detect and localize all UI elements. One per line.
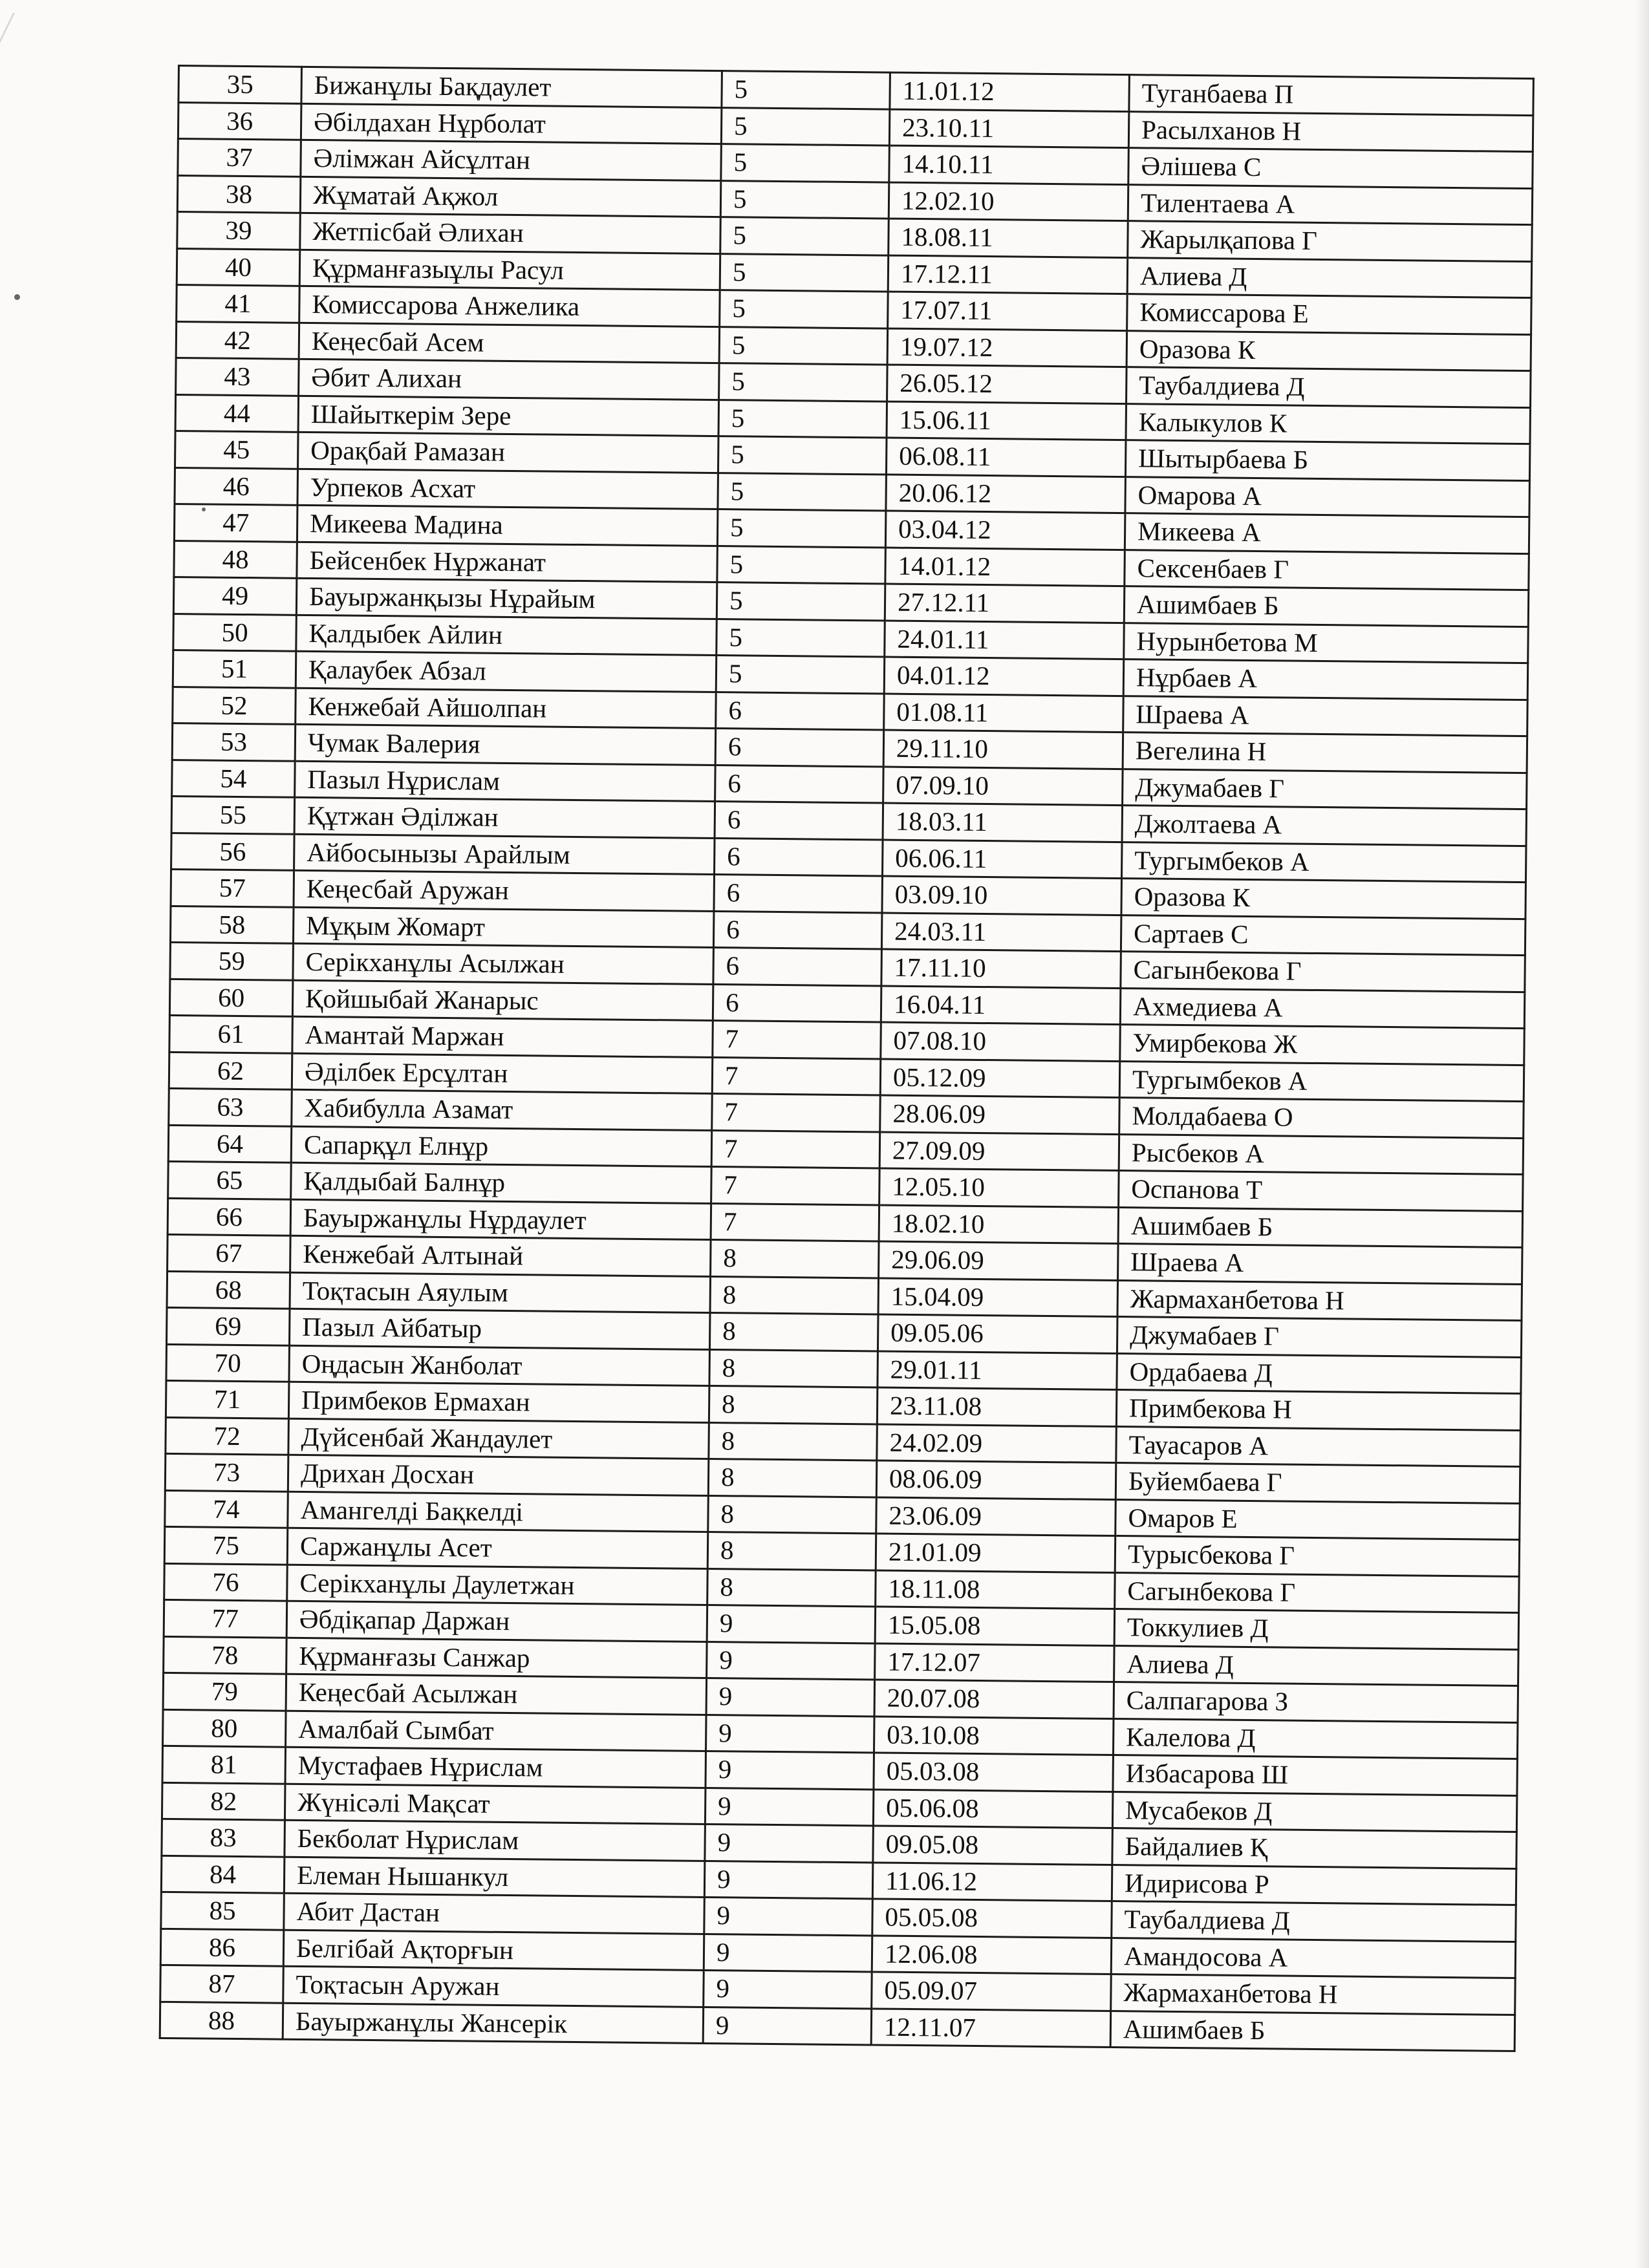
teacher-name-cell: Омаров Е (1116, 1499, 1520, 1539)
birth-date-cell: 26.05.12 (887, 365, 1127, 403)
birth-date-cell: 24.03.11 (881, 913, 1121, 952)
birth-date-cell: 19.07.12 (887, 328, 1127, 367)
grade-cell: 6 (715, 838, 883, 876)
row-number-cell: 47 (174, 504, 297, 541)
student-name-cell: Әбит Алихан (299, 359, 720, 400)
teacher-name-cell: Шытырбаева Б (1125, 440, 1530, 480)
grade-cell: 7 (712, 1094, 881, 1132)
grade-cell: 8 (708, 1495, 877, 1534)
grade-cell: 6 (715, 802, 883, 840)
row-number-cell: 86 (160, 1929, 284, 1966)
student-name-cell: Чумак Валерия (295, 724, 716, 765)
student-name-cell: Серікханұлы Даулетжан (287, 1565, 708, 1605)
grade-cell: 5 (721, 144, 890, 182)
student-name-cell: Қалдыбек Айлин (296, 615, 717, 656)
teacher-name-cell: Байдалиев Қ (1112, 1828, 1517, 1868)
teacher-name-cell: Тилентаева А (1128, 184, 1533, 224)
grade-cell: 6 (713, 911, 882, 949)
student-name-cell: Бекболат Нұрислам (285, 1820, 706, 1861)
birth-date-cell: 23.06.09 (876, 1497, 1116, 1535)
birth-date-cell: 14.10.11 (889, 145, 1129, 184)
row-number-cell: 36 (178, 102, 301, 140)
row-number-cell: 82 (162, 1782, 285, 1820)
teacher-name-cell: Избасарова Ш (1113, 1755, 1518, 1795)
birth-date-cell: 24.01.11 (885, 621, 1125, 659)
student-name-cell: Мустафаев Нұрислам (285, 1747, 706, 1788)
teacher-name-cell: Калыкулов К (1126, 403, 1531, 444)
teacher-name-cell: Туганбаева П (1129, 75, 1534, 115)
student-roster-table (159, 65, 1535, 2052)
teacher-name-cell: Оразова К (1121, 879, 1526, 919)
row-number-cell: 63 (169, 1088, 292, 1126)
student-name-cell: Қалдыбай Балнұр (291, 1162, 712, 1203)
grade-cell: 9 (704, 1897, 873, 1935)
student-name-cell: Примбеков Ермахан (288, 1382, 709, 1422)
teacher-name-cell: Таубалдиева Д (1112, 1901, 1516, 1941)
birth-date-cell: 29.06.09 (879, 1241, 1119, 1280)
birth-date-cell: 04.01.12 (884, 657, 1124, 696)
teacher-name-cell: Шраева А (1118, 1244, 1523, 1284)
grade-cell: 5 (721, 107, 890, 145)
row-number-cell: 81 (162, 1746, 286, 1783)
grade-cell: 5 (717, 509, 886, 548)
row-number-cell: 72 (166, 1417, 289, 1455)
grade-cell: 8 (709, 1385, 878, 1424)
student-name-cell: Жүнісәлі Мақсат (285, 1784, 706, 1824)
teacher-name-cell: Микеева А (1125, 513, 1529, 553)
grade-cell: 7 (711, 1166, 880, 1204)
student-name-cell: Кеңесбай Асылжан (286, 1674, 707, 1715)
grade-cell: 5 (720, 253, 889, 292)
row-number-cell: 65 (168, 1161, 292, 1199)
row-number-cell: 60 (169, 979, 293, 1016)
grade-cell: 5 (720, 180, 889, 219)
student-name-cell: Айбосынызы Арайлым (294, 834, 715, 875)
teacher-name-cell: Жармаханбетова Н (1117, 1280, 1522, 1320)
birth-date-cell: 27.09.09 (879, 1131, 1119, 1170)
student-name-cell: Құрманғазыұлы Расул (299, 250, 720, 290)
birth-date-cell: 03.04.12 (885, 511, 1125, 550)
row-number-cell: 58 (170, 906, 294, 943)
student-name-cell: Пазыл Нұрислам (295, 761, 716, 802)
teacher-name-cell: Примбекова Н (1116, 1390, 1521, 1430)
teacher-name-cell: Жарылқапова Г (1128, 221, 1533, 261)
row-number-cell: 79 (163, 1673, 286, 1710)
row-number-cell: 38 (177, 175, 301, 213)
birth-date-cell: 17.12.07 (875, 1643, 1115, 1682)
row-number-cell: 62 (169, 1052, 292, 1089)
birth-date-cell: 16.04.11 (881, 986, 1121, 1025)
birth-date-cell: 24.02.09 (877, 1424, 1117, 1462)
teacher-name-cell: Нұрбаев А (1123, 659, 1528, 700)
grade-cell: 5 (722, 71, 890, 109)
grade-cell: 9 (705, 1824, 874, 1862)
birth-date-cell: 05.05.08 (872, 1899, 1112, 1938)
grade-cell: 7 (711, 1130, 880, 1168)
grade-cell: 9 (706, 1678, 875, 1716)
student-name-cell: Әлімжан Айсұлтан (301, 140, 722, 180)
row-number-cell: 80 (163, 1709, 286, 1747)
row-number-cell: 68 (167, 1271, 290, 1309)
teacher-name-cell: Умирбекова Ж (1120, 1025, 1525, 1065)
student-name-cell: Құрманғазы Санжар (286, 1638, 707, 1678)
row-number-cell: 73 (165, 1453, 288, 1491)
grade-cell: 7 (713, 1021, 881, 1059)
teacher-name-cell: Калелова Д (1113, 1718, 1518, 1759)
teacher-name-cell: Жармаханбетова Н (1111, 1974, 1516, 2014)
teacher-name-cell: Молдабаева О (1119, 1098, 1524, 1138)
birth-date-cell: 05.03.08 (874, 1753, 1114, 1792)
student-name-cell: Құтжан Әділжан (294, 797, 715, 838)
teacher-name-cell: Омарова А (1125, 476, 1530, 517)
birth-date-cell: 12.11.07 (871, 2008, 1111, 2047)
grade-cell: 5 (719, 363, 888, 401)
birth-date-cell: 17.11.10 (881, 949, 1121, 988)
grade-cell: 5 (718, 473, 887, 511)
row-number-cell: 71 (166, 1380, 289, 1418)
grade-cell: 8 (710, 1276, 879, 1314)
row-number-cell: 59 (170, 942, 294, 979)
row-number-cell: 61 (169, 1015, 293, 1053)
teacher-name-cell: Ордабаева Д (1117, 1353, 1522, 1393)
student-name-cell: Сапарқұл Елнұр (291, 1126, 712, 1167)
row-number-cell: 67 (167, 1234, 291, 1272)
birth-date-cell: 12.06.08 (872, 1935, 1112, 1974)
teacher-name-cell: Таубалдиева Д (1126, 367, 1531, 407)
row-number-cell: 50 (173, 614, 297, 651)
row-number-cell: 35 (178, 66, 302, 103)
student-name-cell: Қойшыбай Жанарыс (292, 980, 713, 1021)
student-name-cell: Амангелді Бақкелді (288, 1492, 709, 1532)
row-number-cell: 57 (171, 869, 294, 906)
birth-date-cell: 18.08.11 (889, 219, 1128, 257)
birth-date-cell: 29.11.10 (883, 730, 1123, 769)
birth-date-cell: 23.10.11 (889, 109, 1129, 148)
student-name-cell: Бауыржанқызы Нұрайым (296, 578, 717, 619)
row-number-cell: 69 (167, 1307, 290, 1345)
birth-date-cell: 01.08.11 (884, 694, 1124, 733)
row-number-cell: 46 (175, 467, 298, 505)
student-name-cell: Тоқтасын Аружан (283, 1966, 704, 2007)
row-number-cell: 54 (172, 760, 296, 797)
student-name-cell: Бауыржанұлы Жансерік (283, 2003, 704, 2044)
birth-date-cell: 11.01.12 (890, 72, 1130, 111)
student-name-cell: Бижанұлы Бақдаулет (301, 67, 722, 107)
teacher-name-cell: Сартаев С (1121, 915, 1525, 955)
teacher-name-cell: Джолтаева А (1122, 806, 1527, 846)
grade-cell: 5 (719, 326, 888, 365)
birth-date-cell: 18.03.11 (883, 803, 1123, 842)
teacher-name-cell: Ашимбаев Б (1124, 586, 1529, 626)
teacher-name-cell: Мусабеков Д (1112, 1792, 1517, 1832)
student-name-cell: Тоқтасын Аяулым (290, 1272, 711, 1313)
student-name-cell: Дрихан Досхан (288, 1455, 709, 1495)
student-name-cell: Саржанұлы Асет (287, 1528, 708, 1568)
scan-edge-shadow (1635, 0, 1649, 2268)
row-number-cell: 39 (177, 212, 301, 250)
birth-date-cell: 29.01.11 (878, 1351, 1117, 1389)
grade-cell: 5 (718, 436, 887, 475)
birth-date-cell: 05.12.09 (880, 1059, 1120, 1098)
row-number-cell: 78 (164, 1636, 287, 1674)
row-number-cell: 74 (165, 1490, 288, 1528)
row-number-cell: 44 (175, 394, 299, 432)
teacher-name-cell: Әлішева С (1128, 148, 1533, 188)
student-name-cell: Хабибулла Азамат (292, 1089, 713, 1130)
teacher-name-cell: Ашимбаев Б (1118, 1207, 1523, 1247)
teacher-name-cell: Ашимбаев Б (1110, 2011, 1515, 2051)
student-name-cell: Мұқым Жомарт (293, 907, 714, 948)
row-number-cell: 48 (174, 540, 297, 578)
teacher-name-cell: Алиева Д (1114, 1645, 1519, 1685)
teacher-name-cell: Буйембаева Г (1116, 1463, 1520, 1503)
row-number-cell: 49 (173, 577, 297, 614)
row-number-cell: 42 (176, 321, 299, 359)
grade-cell: 7 (712, 1057, 881, 1095)
row-number-cell: 83 (162, 1819, 285, 1856)
grade-cell: 8 (707, 1532, 876, 1570)
birth-date-cell: 06.06.11 (883, 840, 1123, 879)
birth-date-cell: 07.08.10 (881, 1022, 1121, 1061)
student-name-cell: Жетпісбай Әлихан (300, 213, 721, 253)
grade-cell: 7 (711, 1203, 879, 1241)
teacher-name-cell: Турысбекова Г (1115, 1536, 1520, 1576)
teacher-name-cell: Алиева Д (1127, 257, 1532, 297)
birth-date-cell: 18.02.10 (879, 1204, 1119, 1243)
student-name-cell: Шайыткерім Зере (298, 396, 719, 436)
teacher-name-cell: Комиссарова Е (1127, 294, 1532, 334)
student-name-cell: Кеңесбай Асем (299, 323, 720, 363)
grade-cell: 9 (705, 1788, 874, 1826)
grade-cell: 8 (709, 1422, 878, 1460)
row-number-cell: 85 (161, 1892, 285, 1929)
grade-cell: 9 (706, 1751, 874, 1789)
row-number-cell: 37 (178, 139, 301, 177)
teacher-name-cell: Ахмедиева А (1120, 988, 1525, 1028)
grade-cell: 9 (704, 1934, 872, 1972)
birth-date-cell: 17.12.11 (888, 255, 1128, 294)
row-number-cell: 75 (164, 1526, 288, 1564)
student-name-cell: Дүйсенбай Жандаулет (288, 1418, 709, 1459)
row-number-cell: 52 (173, 687, 296, 724)
student-name-cell: Кеңесбай Аружан (294, 870, 715, 911)
student-name-cell: Бейсенбек Нұржанат (297, 542, 718, 583)
grade-cell: 5 (717, 619, 885, 657)
birth-date-cell: 15.05.08 (875, 1607, 1115, 1645)
grade-cell: 5 (720, 217, 889, 255)
student-name-cell: Әбдіқапар Даржан (286, 1601, 707, 1642)
row-number-cell: 87 (160, 1965, 284, 2002)
row-number-cell: 56 (171, 833, 295, 870)
student-name-cell: Белгібай Ақторғын (283, 1930, 704, 1971)
grade-cell: 6 (713, 948, 882, 986)
student-name-cell: Бауыржанұлы Нұрдаулет (290, 1199, 711, 1240)
teacher-name-cell: Сагынбекова Г (1115, 1572, 1520, 1612)
birth-date-cell: 14.01.12 (885, 548, 1125, 586)
row-number-cell: 84 (161, 1856, 285, 1893)
birth-date-cell: 05.06.08 (873, 1789, 1113, 1828)
birth-date-cell: 11.06.12 (872, 1862, 1112, 1901)
row-number-cell: 43 (176, 358, 299, 395)
teacher-name-cell: Тауасаров А (1116, 1426, 1521, 1466)
row-number-cell: 53 (172, 723, 296, 760)
birth-date-cell: 03.09.10 (882, 876, 1122, 915)
teacher-name-cell: Сагынбекова Г (1121, 952, 1525, 992)
student-name-cell: Микеева Мадина (297, 505, 718, 546)
birth-date-cell: 23.11.08 (877, 1387, 1117, 1426)
birth-date-cell: 07.09.10 (883, 767, 1123, 806)
teacher-name-cell: Оразова К (1126, 330, 1531, 370)
birth-date-cell: 20.06.12 (886, 475, 1126, 513)
birth-date-cell: 06.08.11 (886, 438, 1126, 476)
student-name-cell: Оңдасын Жанболат (289, 1345, 710, 1386)
grade-cell: 6 (715, 729, 884, 767)
student-name-cell: Амантай Маржан (292, 1016, 713, 1057)
teacher-name-cell: Тургымбеков А (1121, 842, 1526, 882)
teacher-name-cell: Джумабаев Г (1117, 1317, 1522, 1357)
birth-date-cell: 27.12.11 (885, 584, 1125, 623)
teacher-name-cell: Салпагарова З (1114, 1682, 1518, 1722)
birth-date-cell: 12.05.10 (879, 1168, 1119, 1207)
student-name-cell: Жұматай Ақжол (300, 177, 721, 217)
student-name-cell: Пазыл Айбатыр (289, 1309, 710, 1349)
birth-date-cell: 05.09.07 (872, 1972, 1112, 2011)
teacher-name-cell: Расылханов Н (1128, 111, 1533, 151)
birth-date-cell: 18.11.08 (876, 1570, 1116, 1609)
grade-cell: 6 (715, 765, 884, 803)
teacher-name-cell: Идирисова Р (1112, 1865, 1516, 1905)
row-number-cell: 45 (175, 431, 299, 468)
birth-date-cell: 15.04.09 (878, 1278, 1118, 1316)
grade-cell: 9 (707, 1605, 876, 1643)
grade-cell: 6 (716, 692, 885, 730)
teacher-name-cell: Токкулиев Д (1114, 1609, 1519, 1649)
birth-date-cell: 03.10.08 (874, 1716, 1114, 1755)
teacher-name-cell: Джумабаев Г (1123, 769, 1527, 809)
student-name-cell: Әділбек Ерсұлтан (292, 1053, 713, 1094)
teacher-name-cell: Нурынбетова М (1124, 623, 1529, 663)
grade-cell: 6 (714, 875, 883, 913)
student-name-cell: Елеман Нышанкул (284, 1857, 705, 1898)
grade-cell: 9 (704, 1970, 872, 2008)
roster-body (160, 66, 1533, 2051)
birth-date-cell: 08.06.09 (876, 1460, 1116, 1499)
birth-date-cell: 28.06.09 (880, 1095, 1120, 1134)
teacher-name-cell: Рысбеков А (1119, 1134, 1524, 1174)
grade-cell: 8 (709, 1349, 878, 1387)
student-name-cell: Кенжебай Алтынай (290, 1236, 711, 1276)
grade-cell: 9 (703, 2007, 872, 2045)
row-number-cell: 70 (166, 1344, 290, 1382)
scan-speck (14, 294, 20, 300)
grade-cell: 9 (706, 1715, 874, 1753)
student-name-cell: Орақбай Рамазан (298, 432, 719, 473)
student-name-cell: Серікханұлы Асылжан (293, 943, 714, 984)
fold-mark (0, 13, 164, 310)
birth-date-cell: 12.02.10 (889, 182, 1128, 221)
grade-cell: 8 (711, 1239, 879, 1278)
grade-cell: 5 (717, 583, 885, 621)
teacher-name-cell: Вегелина Н (1123, 733, 1527, 773)
row-number-cell: 76 (164, 1563, 288, 1601)
teacher-name-cell: Сексенбаев Г (1125, 550, 1529, 590)
birth-date-cell: 17.07.11 (888, 292, 1128, 330)
birth-date-cell: 20.07.08 (874, 1680, 1114, 1718)
grade-cell: 5 (716, 656, 885, 694)
grade-cell: 8 (708, 1459, 877, 1497)
grade-cell: 8 (709, 1312, 878, 1351)
student-name-cell: Урпеков Асхат (297, 469, 718, 509)
grade-cell: 9 (704, 1861, 873, 1899)
row-number-cell: 64 (168, 1125, 292, 1162)
student-name-cell: Кенжебай Айшолпан (296, 688, 717, 729)
grade-cell: 5 (717, 546, 886, 584)
row-number-cell: 55 (171, 796, 295, 833)
grade-cell: 6 (713, 984, 881, 1022)
row-number-cell: 40 (177, 248, 300, 286)
birth-date-cell: 09.05.08 (873, 1826, 1113, 1865)
row-number-cell: 77 (164, 1599, 287, 1637)
birth-date-cell: 15.06.11 (887, 401, 1126, 440)
row-number-cell: 88 (160, 2002, 283, 2039)
grade-cell: 5 (720, 290, 889, 328)
student-name-cell: Комиссарова Анжелика (299, 286, 720, 326)
grade-cell: 5 (718, 400, 887, 438)
teacher-name-cell: Шраева А (1123, 696, 1528, 736)
grade-cell: 9 (707, 1642, 876, 1680)
teacher-name-cell: Оспанова Т (1119, 1171, 1524, 1211)
birth-date-cell: 09.05.06 (878, 1314, 1117, 1353)
teacher-name-cell: Тургымбеков А (1119, 1061, 1524, 1101)
student-name-cell: Әбілдахан Нұрболат (301, 103, 722, 144)
row-number-cell: 51 (173, 650, 296, 687)
row-number-cell: 66 (167, 1198, 291, 1236)
teacher-name-cell: Амандосова А (1111, 1938, 1516, 1978)
grade-cell: 8 (707, 1568, 876, 1607)
birth-date-cell: 21.01.09 (876, 1534, 1116, 1572)
row-number-cell: 41 (177, 284, 300, 322)
student-name-cell: Абит Дастан (284, 1893, 705, 1934)
student-name-cell: Амалбай Сымбат (286, 1711, 707, 1751)
student-name-cell: Қалаубек Абзал (296, 651, 717, 692)
